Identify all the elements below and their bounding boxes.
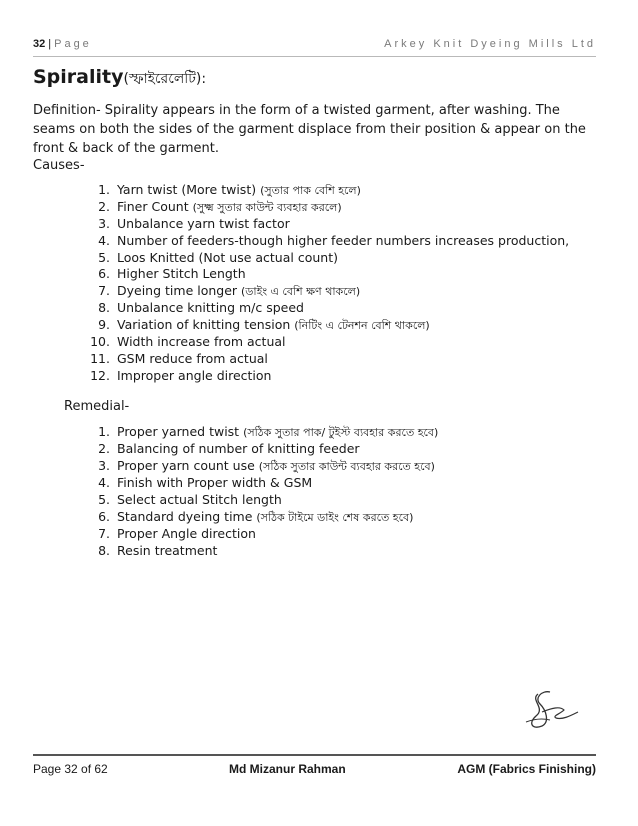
remedial-item xyxy=(84,457,438,474)
causes-item xyxy=(84,199,569,216)
title-english: Spirality xyxy=(33,66,124,88)
causes-item xyxy=(84,182,569,199)
list-number: 5. xyxy=(98,492,110,507)
remedial-list xyxy=(84,423,438,559)
causes-item xyxy=(84,334,569,351)
remedial-item xyxy=(84,491,438,508)
title-bengali: (স্ফাইরেলেটি): xyxy=(123,71,207,87)
list-item-text: Proper Angle direction xyxy=(117,526,256,541)
list-item-text: Proper yarn count use xyxy=(117,458,259,473)
causes-item xyxy=(84,317,569,334)
list-item-bengali: (সুক্ষ্ম সুতার কাউন্ট ব্যবহার করলে) xyxy=(192,200,342,214)
list-item-bengali: (সঠিক সুতার কাউন্ট ব্যবহার করতে হবে) xyxy=(258,460,435,473)
remedial-item xyxy=(84,525,438,542)
list-item-text: Balancing of number of knitting feeder xyxy=(117,441,360,456)
list-item-bengali: (সঠিক টাইমে ডাইং শেষ করতে হবে) xyxy=(256,511,414,524)
remedial-item xyxy=(84,508,438,525)
list-item-text: Finer Count xyxy=(117,198,193,214)
list-item-text: Improper angle direction xyxy=(117,367,272,383)
footer-divider xyxy=(33,754,596,756)
causes-item xyxy=(84,233,569,250)
list-number: 3. xyxy=(98,458,110,473)
remedial-item xyxy=(84,474,438,491)
header-separator: | xyxy=(48,38,52,50)
causes-item xyxy=(84,300,569,317)
signature-image xyxy=(512,686,582,732)
list-number: 1. xyxy=(98,182,110,197)
section-title xyxy=(33,66,206,91)
list-item-bengali: (নিটিং এ টেনশন বেশি থাকলে) xyxy=(294,319,430,333)
list-item-text: Finish with Proper width & GSM xyxy=(117,475,313,490)
list-number: 1. xyxy=(98,424,110,439)
list-number: 8. xyxy=(98,300,110,316)
list-item-text: Loos Knitted (Not use actual count) xyxy=(117,249,338,265)
list-item-text: GSM reduce from actual xyxy=(117,350,268,366)
page-header xyxy=(33,38,596,54)
list-number: 6. xyxy=(98,509,110,524)
page-number: 32 xyxy=(33,38,46,50)
list-number: 8. xyxy=(98,543,110,558)
list-item-text: Width increase from actual xyxy=(117,334,286,350)
list-number: 4. xyxy=(98,475,110,490)
causes-item xyxy=(84,250,569,267)
page-word: Page xyxy=(54,38,92,50)
company-name: Arkey Knit Dyeing Mills Ltd xyxy=(384,38,596,50)
footer-page-info: Page 32 of 62 xyxy=(33,762,108,776)
list-number: 7. xyxy=(98,526,110,541)
causes-list xyxy=(84,182,569,385)
list-number: 6. xyxy=(98,266,110,282)
list-item-bengali: (সঠিক সুতার পাক/ টুইস্ট ব্যবহার করতে হবে) xyxy=(243,426,439,439)
list-item-text: Dyeing time longer xyxy=(117,283,242,299)
list-number: 9. xyxy=(98,317,110,333)
list-number: 5. xyxy=(98,249,110,265)
list-number: 12. xyxy=(90,367,110,383)
remedial-heading: Remedial- xyxy=(64,399,130,414)
list-item-text: Unbalance yarn twist factor xyxy=(117,215,290,231)
causes-item xyxy=(84,216,569,233)
causes-heading: Causes- xyxy=(33,158,85,173)
causes-item xyxy=(84,283,569,300)
list-number: 10. xyxy=(90,334,110,350)
remedial-item xyxy=(84,440,438,457)
remedial-item xyxy=(84,423,438,440)
list-number: 11. xyxy=(90,350,110,366)
header-divider xyxy=(33,56,596,57)
list-item-text: Higher Stitch Length xyxy=(117,266,246,282)
list-number: 7. xyxy=(98,283,110,299)
definition-paragraph: Definition- Spirality appears in the form of a twisted garment, after washing. The seams on both the sides of the garment displace from their position & appear on the front & back of the garment. xyxy=(33,103,586,156)
list-item-text: Variation of knitting tension xyxy=(117,317,295,333)
causes-item xyxy=(84,368,569,385)
list-item-bengali: (ডাইং এ বেশি ক্ষণ থাকলে) xyxy=(241,285,361,299)
remedial-item xyxy=(84,542,438,559)
causes-item xyxy=(84,351,569,368)
list-item-text: Standard dyeing time xyxy=(117,509,257,524)
page-footer xyxy=(33,762,596,780)
list-item-text: Number of feeders-though higher feeder numbers increases production, xyxy=(117,232,570,248)
list-item-text: Resin treatment xyxy=(117,543,218,558)
list-item-bengali: (সুতার পাক বেশি হলে) xyxy=(260,184,361,197)
list-item-text: Proper yarned twist xyxy=(117,424,244,439)
footer-role: AGM (Fabrics Finishing) xyxy=(457,762,596,776)
list-item-text: Unbalance knitting m/c speed xyxy=(117,300,304,316)
list-number: 2. xyxy=(98,198,110,214)
list-number: 3. xyxy=(98,215,110,231)
list-number: 4. xyxy=(98,232,110,248)
footer-author: Md Mizanur Rahman xyxy=(229,762,346,776)
header-page-number xyxy=(33,38,92,50)
list-item-text: Yarn twist (More twist) xyxy=(117,182,261,197)
causes-item xyxy=(84,266,569,283)
list-number: 2. xyxy=(98,441,110,456)
list-item-text: Select actual Stitch length xyxy=(117,492,282,507)
